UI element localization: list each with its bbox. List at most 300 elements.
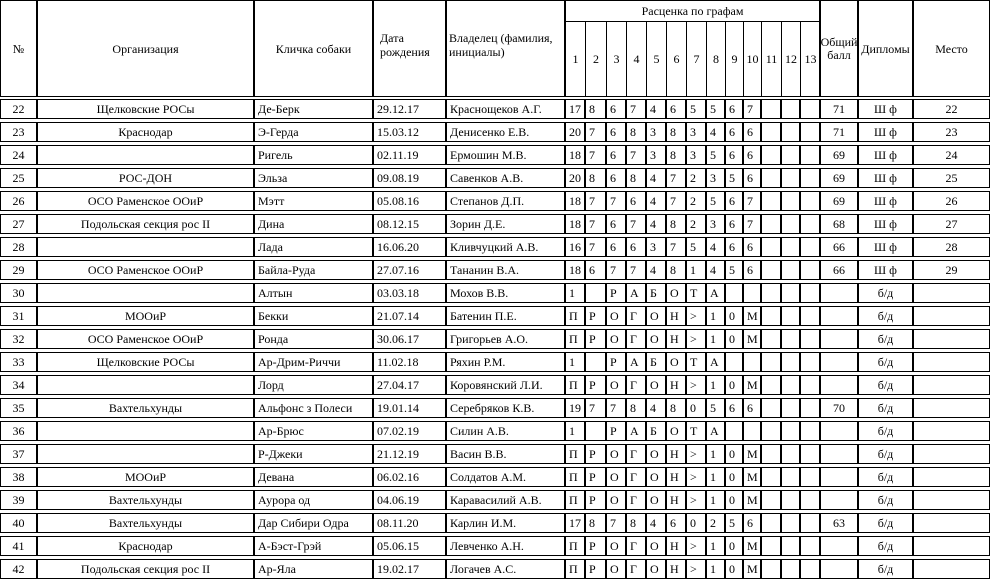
cell-num: 22 [0, 99, 37, 119]
cell-grade-13 [800, 214, 820, 234]
cell-grade-11 [761, 352, 781, 372]
cell-grade-10 [743, 421, 761, 441]
grade-col-11: 11 [762, 22, 782, 96]
cell-grade-11 [761, 168, 781, 188]
cell-grade-5: 3 [646, 122, 666, 142]
cell-grade-8: 1 [706, 329, 725, 349]
grade-col-1: 1 [566, 22, 586, 96]
cell-grade-8: 3 [706, 214, 725, 234]
cell-grade-2 [585, 283, 606, 303]
cell-organization [37, 375, 254, 395]
cell-grade-10: 6 [743, 237, 761, 257]
cell-diploma: Ш ф [858, 122, 913, 142]
cell-total [820, 375, 858, 395]
cell-place: 23 [913, 122, 990, 142]
cell-grade-2 [585, 352, 606, 372]
header-diploma: Дипломы [858, 0, 913, 97]
cell-organization [37, 145, 254, 165]
cell-grade-12 [781, 306, 800, 326]
cell-grade-11 [761, 467, 781, 487]
cell-grade-3: О [606, 467, 626, 487]
cell-owner: Левченко А.Н. [446, 536, 565, 556]
cell-grade-6: 8 [666, 214, 686, 234]
cell-birth-date: 15.03.12 [373, 122, 446, 142]
cell-grade-5: 3 [646, 145, 666, 165]
cell-grade-11 [761, 306, 781, 326]
cell-grade-11 [761, 191, 781, 211]
cell-grade-2: 7 [585, 214, 606, 234]
cell-grade-6: 7 [666, 237, 686, 257]
cell-place [913, 329, 990, 349]
cell-grade-12 [781, 145, 800, 165]
cell-grade-8: 1 [706, 375, 725, 395]
cell-grade-12 [781, 513, 800, 533]
cell-grade-8: 5 [706, 398, 725, 418]
cell-organization: Щелковские РОСы [37, 352, 254, 372]
cell-num: 42 [0, 559, 37, 579]
cell-grade-4: 7 [626, 145, 646, 165]
cell-grade-8: 4 [706, 260, 725, 280]
grade-col-12: 12 [782, 22, 801, 96]
cell-grade-6: Н [666, 559, 686, 579]
cell-grade-6: Н [666, 375, 686, 395]
cell-grade-8: А [706, 352, 725, 372]
cell-dog-name: Лорд [254, 375, 373, 395]
cell-grade-6: Н [666, 329, 686, 349]
cell-grade-3: Р [606, 421, 626, 441]
cell-grade-11 [761, 145, 781, 165]
cell-dog-name: Лада [254, 237, 373, 257]
grade-col-2: 2 [586, 22, 607, 96]
cell-diploma: б/д [858, 283, 913, 303]
cell-place [913, 352, 990, 372]
cell-grade-1: 20 [565, 122, 585, 142]
cell-grade-13 [800, 444, 820, 464]
cell-diploma: Ш ф [858, 99, 913, 119]
cell-grade-13 [800, 398, 820, 418]
cell-place [913, 513, 990, 533]
cell-grade-1: 20 [565, 168, 585, 188]
cell-grade-7: 3 [686, 145, 706, 165]
table-row [0, 236, 990, 259]
grade-col-9: 9 [726, 22, 744, 96]
table-row [0, 351, 990, 374]
cell-owner: Ермошин М.В. [446, 145, 565, 165]
cell-grade-4: 8 [626, 398, 646, 418]
cell-grade-10: М [743, 559, 761, 579]
grade-col-5: 5 [647, 22, 667, 96]
cell-organization: РОС-ДОН [37, 168, 254, 188]
cell-owner: Солдатов А.М. [446, 467, 565, 487]
table-row [0, 489, 990, 512]
cell-grade-9: 6 [725, 214, 743, 234]
cell-grade-5: Б [646, 421, 666, 441]
cell-grade-2: 7 [585, 398, 606, 418]
cell-dog-name: Бекки [254, 306, 373, 326]
cell-diploma: б/д [858, 329, 913, 349]
cell-diploma: Ш ф [858, 237, 913, 257]
cell-dog-name: Де-Берк [254, 99, 373, 119]
cell-grade-2: Р [585, 306, 606, 326]
cell-grade-6: О [666, 421, 686, 441]
cell-birth-date: 27.07.16 [373, 260, 446, 280]
cell-total [820, 559, 858, 579]
cell-grade-2: Р [585, 559, 606, 579]
cell-total [820, 444, 858, 464]
cell-grade-6: 8 [666, 145, 686, 165]
cell-grade-9: 0 [725, 375, 743, 395]
table-row [0, 259, 990, 282]
cell-grade-6: 8 [666, 398, 686, 418]
cell-grade-9: 0 [725, 490, 743, 510]
cell-num: 37 [0, 444, 37, 464]
cell-grade-10 [743, 283, 761, 303]
cell-grade-5: 4 [646, 260, 666, 280]
cell-grade-11 [761, 283, 781, 303]
cell-grade-6: 8 [666, 122, 686, 142]
cell-grade-10: 6 [743, 260, 761, 280]
cell-grade-13 [800, 122, 820, 142]
cell-grade-9: 0 [725, 536, 743, 556]
cell-owner: Тананин В.А. [446, 260, 565, 280]
cell-birth-date: 05.08.16 [373, 191, 446, 211]
cell-grade-12 [781, 260, 800, 280]
cell-grade-6: 6 [666, 99, 686, 119]
table-row [0, 121, 990, 144]
cell-owner: Логачев А.С. [446, 559, 565, 579]
cell-place [913, 490, 990, 510]
cell-grade-7: 0 [686, 513, 706, 533]
cell-grade-1: 18 [565, 260, 585, 280]
cell-grade-10: 6 [743, 122, 761, 142]
cell-owner: Кливчуцкий А.В. [446, 237, 565, 257]
cell-grade-9: 6 [725, 191, 743, 211]
cell-diploma: Ш ф [858, 214, 913, 234]
cell-dog-name: Ар-Брюс [254, 421, 373, 441]
cell-grade-1: 16 [565, 237, 585, 257]
cell-organization: Щелковские РОСы [37, 99, 254, 119]
cell-grade-12 [781, 398, 800, 418]
cell-grade-4: А [626, 421, 646, 441]
cell-grade-4: 7 [626, 99, 646, 119]
header-birth-date: Дата рождения [373, 0, 446, 97]
cell-grade-13 [800, 306, 820, 326]
cell-grade-13 [800, 283, 820, 303]
cell-grade-7: > [686, 329, 706, 349]
cell-grade-8: 3 [706, 168, 725, 188]
cell-num: 27 [0, 214, 37, 234]
cell-grade-1: П [565, 467, 585, 487]
cell-grade-2: 8 [585, 99, 606, 119]
cell-diploma: Ш ф [858, 191, 913, 211]
cell-grade-12 [781, 191, 800, 211]
table-row [0, 98, 990, 121]
header-grade-numbers [565, 21, 820, 97]
cell-grade-2: Р [585, 444, 606, 464]
cell-grade-4: 6 [626, 237, 646, 257]
cell-diploma: Ш ф [858, 260, 913, 280]
cell-grade-7: 3 [686, 122, 706, 142]
grade-col-8: 8 [707, 22, 726, 96]
cell-birth-date: 07.02.19 [373, 421, 446, 441]
cell-grade-12 [781, 352, 800, 372]
cell-grade-9: 6 [725, 122, 743, 142]
cell-grade-8: 5 [706, 191, 725, 211]
cell-grade-7: Т [686, 421, 706, 441]
cell-grade-1: П [565, 306, 585, 326]
cell-num: 40 [0, 513, 37, 533]
cell-organization [37, 421, 254, 441]
grade-col-7: 7 [687, 22, 707, 96]
table-row [0, 466, 990, 489]
cell-grade-13 [800, 145, 820, 165]
cell-organization: ОСО Раменское ООиР [37, 260, 254, 280]
cell-grade-4: Г [626, 444, 646, 464]
cell-birth-date: 03.03.18 [373, 283, 446, 303]
cell-total [820, 306, 858, 326]
cell-num: 33 [0, 352, 37, 372]
cell-total [820, 536, 858, 556]
cell-grade-13 [800, 260, 820, 280]
cell-grade-10: М [743, 490, 761, 510]
cell-grade-3: О [606, 375, 626, 395]
cell-grade-1: 18 [565, 191, 585, 211]
cell-grade-1: П [565, 490, 585, 510]
cell-grade-8: 4 [706, 122, 725, 142]
cell-grade-12 [781, 237, 800, 257]
cell-dog-name: Мэтт [254, 191, 373, 211]
header-dog-name: Кличка собаки [254, 0, 373, 97]
cell-organization [37, 237, 254, 257]
cell-grade-9: 0 [725, 559, 743, 579]
cell-grade-5: О [646, 490, 666, 510]
cell-grade-1: П [565, 375, 585, 395]
table-row [0, 144, 990, 167]
cell-grade-2: 7 [585, 191, 606, 211]
cell-grade-12 [781, 99, 800, 119]
cell-place: 27 [913, 214, 990, 234]
cell-total [820, 421, 858, 441]
cell-diploma: б/д [858, 421, 913, 441]
cell-owner: Зорин Д.Е. [446, 214, 565, 234]
cell-grade-4: Г [626, 536, 646, 556]
cell-grade-5: 4 [646, 168, 666, 188]
cell-place [913, 421, 990, 441]
cell-num: 32 [0, 329, 37, 349]
cell-grade-8: 5 [706, 145, 725, 165]
header-organization: Организация [37, 0, 254, 97]
cell-grade-11 [761, 99, 781, 119]
cell-grade-9 [725, 283, 743, 303]
cell-total [820, 329, 858, 349]
grade-col-10: 10 [744, 22, 762, 96]
cell-dog-name: Дина [254, 214, 373, 234]
cell-grade-10: М [743, 306, 761, 326]
cell-grade-9: 0 [725, 329, 743, 349]
cell-total [820, 467, 858, 487]
cell-diploma: б/д [858, 375, 913, 395]
cell-total [820, 283, 858, 303]
cell-grade-13 [800, 559, 820, 579]
cell-grade-11 [761, 559, 781, 579]
cell-grade-11 [761, 375, 781, 395]
cell-place [913, 375, 990, 395]
cell-grade-7: 2 [686, 214, 706, 234]
cell-dog-name: Алтын [254, 283, 373, 303]
cell-birth-date: 08.11.20 [373, 513, 446, 533]
cell-grade-5: Б [646, 283, 666, 303]
cell-organization: МООиР [37, 467, 254, 487]
cell-num: 31 [0, 306, 37, 326]
cell-diploma: Ш ф [858, 145, 913, 165]
cell-grade-7: > [686, 444, 706, 464]
cell-grade-2: Р [585, 329, 606, 349]
cell-grade-8: 1 [706, 467, 725, 487]
cell-grade-7: 1 [686, 260, 706, 280]
cell-grade-13 [800, 536, 820, 556]
cell-owner: Денисенко Е.В. [446, 122, 565, 142]
cell-grade-7: 0 [686, 398, 706, 418]
cell-grade-4: А [626, 352, 646, 372]
cell-total [820, 352, 858, 372]
cell-grade-3: О [606, 559, 626, 579]
cell-grade-9: 5 [725, 168, 743, 188]
cell-owner: Григорьев А.О. [446, 329, 565, 349]
cell-grade-12 [781, 467, 800, 487]
cell-organization: Вахтельхунды [37, 398, 254, 418]
cell-grade-12 [781, 490, 800, 510]
cell-grade-11 [761, 536, 781, 556]
cell-grade-1: 17 [565, 99, 585, 119]
cell-grade-9 [725, 352, 743, 372]
cell-num: 25 [0, 168, 37, 188]
cell-owner: Карлин И.М. [446, 513, 565, 533]
cell-grade-1: 1 [565, 421, 585, 441]
cell-owner: Серебряков К.В. [446, 398, 565, 418]
cell-grade-10 [743, 352, 761, 372]
cell-dog-name: Байла-Руда [254, 260, 373, 280]
cell-grade-7: 5 [686, 237, 706, 257]
cell-grade-9: 6 [725, 398, 743, 418]
cell-birth-date: 21.07.14 [373, 306, 446, 326]
cell-grade-8: 5 [706, 99, 725, 119]
cell-grade-1: 17 [565, 513, 585, 533]
cell-owner: Батенин П.Е. [446, 306, 565, 326]
cell-total: 66 [820, 237, 858, 257]
cell-diploma: б/д [858, 490, 913, 510]
cell-grade-2: 8 [585, 513, 606, 533]
cell-grade-4: Г [626, 329, 646, 349]
cell-owner: Мохов В.В. [446, 283, 565, 303]
cell-diploma: б/д [858, 398, 913, 418]
table-row [0, 282, 990, 305]
cell-birth-date: 05.06.15 [373, 536, 446, 556]
cell-diploma: б/д [858, 559, 913, 579]
cell-total: 68 [820, 214, 858, 234]
cell-grade-5: О [646, 329, 666, 349]
grade-col-4: 4 [627, 22, 647, 96]
cell-grade-4: А [626, 283, 646, 303]
cell-diploma: б/д [858, 306, 913, 326]
table-row [0, 190, 990, 213]
cell-grade-11 [761, 237, 781, 257]
table-row [0, 558, 990, 581]
cell-grade-9: 0 [725, 306, 743, 326]
cell-diploma: б/д [858, 467, 913, 487]
cell-grade-1: П [565, 536, 585, 556]
table-row [0, 374, 990, 397]
cell-grade-12 [781, 329, 800, 349]
cell-total: 63 [820, 513, 858, 533]
cell-grade-3: 6 [606, 237, 626, 257]
cell-grade-2: 7 [585, 145, 606, 165]
cell-organization [37, 444, 254, 464]
cell-grade-8: 4 [706, 237, 725, 257]
cell-grade-5: О [646, 375, 666, 395]
cell-grade-5: О [646, 467, 666, 487]
cell-grade-5: О [646, 559, 666, 579]
cell-organization [37, 283, 254, 303]
cell-grade-4: 8 [626, 513, 646, 533]
cell-place [913, 444, 990, 464]
cell-diploma: Ш ф [858, 168, 913, 188]
cell-num: 30 [0, 283, 37, 303]
cell-grade-10: М [743, 375, 761, 395]
cell-grade-5: 4 [646, 513, 666, 533]
cell-dog-name: Ар-Дрим-Риччи [254, 352, 373, 372]
cell-grade-11 [761, 444, 781, 464]
cell-diploma: б/д [858, 536, 913, 556]
cell-owner: Силин А.В. [446, 421, 565, 441]
cell-dog-name: Ронда [254, 329, 373, 349]
cell-grade-6: Н [666, 536, 686, 556]
cell-grade-13 [800, 191, 820, 211]
cell-diploma: б/д [858, 444, 913, 464]
cell-grade-10: М [743, 467, 761, 487]
cell-grade-8: 1 [706, 306, 725, 326]
cell-grade-2: Р [585, 536, 606, 556]
cell-grade-4: 8 [626, 122, 646, 142]
cell-place: 24 [913, 145, 990, 165]
cell-grade-4: Г [626, 306, 646, 326]
cell-grade-9: 6 [725, 237, 743, 257]
cell-grade-4: Г [626, 490, 646, 510]
cell-grade-6: Н [666, 306, 686, 326]
cell-grade-1: 1 [565, 352, 585, 372]
cell-grade-2: Р [585, 375, 606, 395]
cell-diploma: б/д [858, 352, 913, 372]
cell-grade-10: 7 [743, 214, 761, 234]
cell-num: 24 [0, 145, 37, 165]
table-row [0, 443, 990, 466]
cell-grade-8: 1 [706, 490, 725, 510]
cell-grade-13 [800, 237, 820, 257]
header-total: Общий балл [820, 0, 858, 97]
cell-grade-3: 6 [606, 214, 626, 234]
cell-owner: Краснощеков А.Г. [446, 99, 565, 119]
cell-grade-12 [781, 283, 800, 303]
table-row [0, 420, 990, 443]
cell-owner: Ряхин Р.М. [446, 352, 565, 372]
cell-organization: ОСО Раменское ООиР [37, 191, 254, 211]
cell-num: 29 [0, 260, 37, 280]
cell-dog-name: Ар-Яла [254, 559, 373, 579]
cell-grade-3: 6 [606, 145, 626, 165]
table-row [0, 535, 990, 558]
cell-grade-7: Т [686, 283, 706, 303]
cell-grade-4: 7 [626, 214, 646, 234]
cell-owner: Коровянский Л.И. [446, 375, 565, 395]
